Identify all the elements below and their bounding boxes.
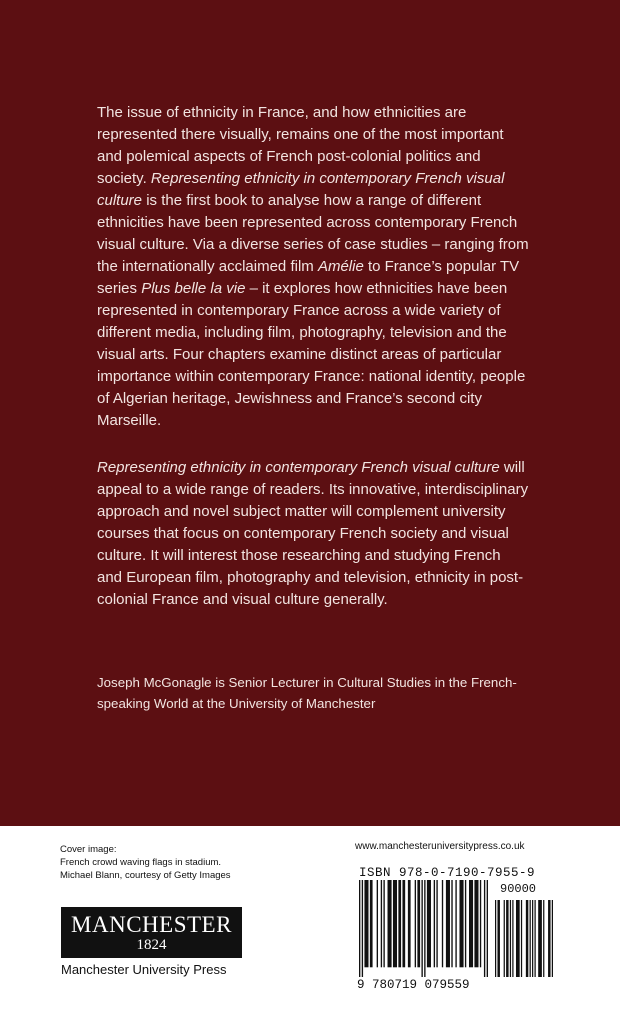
text-run: will appeal to a wide range of readers. Its innovative, interdisciplinary approach and novel subject matter will complement university courses that focus on contemporary French society and visual culture. It will interest those researching and studying French and European film, photography and television, ethnicity in post-colonial France and visual culture generally.: [97, 459, 529, 608]
publisher-logo: [61, 907, 242, 958]
barcode-bar: [364, 880, 368, 967]
text-run: is the first book to analyse how a range of different ethnicities have been represented across contemporary French visual culture. Via a diverse series of case studies – ranging from the internationally acclaimed film: [97, 192, 529, 275]
barcode-bar: [388, 880, 392, 967]
cover-credit-description: French crowd waving flags in stadium.: [60, 857, 222, 868]
addon-barcode: [495, 900, 553, 977]
blurb-paragraph-2: [97, 457, 529, 611]
barcode-bar: [455, 880, 456, 967]
barcode-bar: [552, 900, 553, 977]
barcode-bar: [398, 880, 401, 967]
italic-title: Amélie: [317, 258, 364, 275]
cover-credit-attribution: Michael Blann, courtesy of Getty Images: [60, 870, 231, 881]
blurb-paragraph-1-text: [97, 102, 529, 432]
cover-image-credit: [60, 843, 231, 882]
barcode-bar: [459, 880, 463, 967]
barcode-bar: [442, 880, 443, 967]
barcode-bar: [377, 880, 378, 967]
barcode-bar: [451, 880, 452, 967]
barcode-bar: [469, 880, 473, 967]
publisher-logo-word: MANCHESTER: [71, 912, 232, 937]
barcode-bar: [446, 880, 450, 967]
barcode-bar: [526, 900, 528, 977]
barcode-bar: [504, 900, 505, 977]
ean-barcode: [359, 880, 488, 977]
publisher-logo-year: 1824: [136, 937, 167, 953]
barcode-bar: [532, 900, 533, 977]
barcode-bar: [548, 900, 550, 977]
barcode-bar: [436, 880, 437, 967]
barcode-bar: [512, 900, 513, 977]
barcode-bar: [415, 880, 416, 967]
blurb-paragraph-1: [97, 102, 529, 432]
barcode-bar: [534, 900, 535, 977]
barcode-bar: [370, 880, 373, 967]
barcode-bar: [516, 900, 520, 977]
barcode-bar: [424, 880, 425, 977]
author-bio: [97, 672, 529, 714]
barcode-bar: [543, 900, 544, 977]
barcode-bar: [393, 880, 397, 967]
barcode-bar: [530, 900, 531, 977]
barcode-bar: [362, 880, 363, 977]
blurb-paragraph-2-text: [97, 457, 529, 611]
italic-title: Representing ethnicity in contemporary French visual culture: [97, 170, 505, 209]
cover-credit-label: Cover image:: [60, 844, 117, 855]
barcode-bar: [495, 900, 496, 977]
text-run: The issue of ethnicity in France, and how ethnicities are represented there visually, remains one of the most important and polemical aspects of French post-colonial politics and society.: [97, 104, 504, 187]
barcode-bar: [510, 900, 511, 977]
text-run: – it explores how ethnicities have been represented in contemporary France across a wide variety of different media, including film, photography, television and the visual arts. Four chapters examine distinct areas of particular importance within contemporary France: national identity, people of Algerian heritage, Jewishness and France’s second city Marseille.: [97, 280, 526, 429]
text-run: to France’s popular TV series: [97, 258, 520, 297]
barcode-bar: [381, 880, 382, 967]
publisher-name: Manchester University Press: [61, 962, 227, 977]
barcode-bar: [421, 880, 422, 977]
barcode-bar: [402, 880, 405, 967]
barcode-bar: [480, 880, 481, 967]
barcode-bar: [359, 880, 360, 977]
barcode-bar: [538, 900, 542, 977]
barcode-bar: [465, 880, 466, 967]
ean-digits: 9 780719 079559: [357, 978, 470, 992]
barcode-bar: [521, 900, 522, 977]
addon-digits: 90000: [500, 882, 537, 896]
barcode-bar: [417, 880, 420, 967]
barcode-bar: [506, 900, 508, 977]
author-bio-text: Joseph McGonagle is Senior Lecturer in Cultural Studies in the French-speaking World at the University of Manchester: [97, 675, 517, 711]
italic-title: Representing ethnicity in contemporary French visual culture: [97, 459, 500, 476]
barcode-bar: [484, 880, 485, 977]
isbn-label: ISBN 978-0-7190-7955-9: [359, 866, 536, 880]
publisher-website: www.manchesteruniversitypress.co.uk: [355, 841, 525, 852]
barcode-bar: [434, 880, 435, 967]
barcode-bar: [427, 880, 431, 967]
barcode-bar: [474, 880, 478, 967]
barcode-bar: [487, 880, 488, 977]
barcode-bar: [383, 880, 384, 967]
italic-title: Plus belle la vie: [141, 280, 246, 297]
barcode-bar: [408, 880, 411, 967]
barcode-bar: [497, 900, 499, 977]
